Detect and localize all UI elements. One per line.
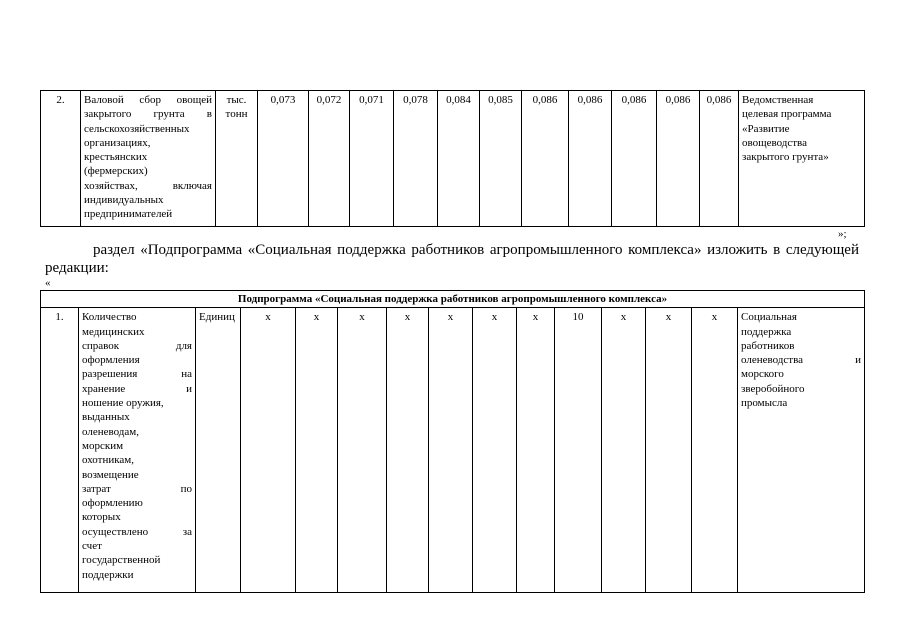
value-cell: 0,072 (309, 91, 350, 227)
value-cell: х (387, 308, 429, 593)
value-cell: 0,078 (394, 91, 438, 227)
value-cell: 0,086 (569, 91, 612, 227)
value-cell: х (517, 308, 555, 593)
row-number: 2. (41, 91, 81, 227)
value-cell: х (338, 308, 387, 593)
value-cell: х (429, 308, 473, 593)
value-cell: 0,086 (700, 91, 739, 227)
subprogram-title: Подпрограмма «Социальная поддержка работников агропромышленного комплекса» (41, 291, 865, 308)
table-row (41, 91, 865, 227)
unit-cell: Единиц (196, 308, 241, 593)
value-cell: х (602, 308, 646, 593)
table-row (41, 308, 865, 593)
value-cell: х (296, 308, 338, 593)
program-name: Ведомственная целевая программа «Развитие овощеводства закрытого грунта» (739, 91, 865, 227)
value-cell: 10 (555, 308, 602, 593)
value-cell: 0,086 (612, 91, 657, 227)
row-number: 1. (41, 308, 79, 593)
value-cell: х (692, 308, 738, 593)
indicator-name: Количество медицинских справок для оформления разрешения на хранение и ношение оружия, выданных оленеводам, морским охотникам, возмещение затрат по оформлению которых осуществлено за счет государственной поддержки (79, 308, 196, 593)
closing-quote: »; (838, 228, 847, 240)
amendment-paragraph: раздел «Подпрограмма «Социальная поддержка работников агропромышленного комплекса» изложить в следующей редакции: (45, 242, 859, 276)
subprogram-title-row (41, 291, 865, 308)
value-cell: х (473, 308, 517, 593)
indicators-table-top (40, 90, 865, 227)
value-cell: 0,086 (522, 91, 569, 227)
value-cell: х (241, 308, 296, 593)
value-cell: 0,084 (438, 91, 480, 227)
program-name: Социальная поддержка работников оленеводства и морского зверобойного промысла (738, 308, 865, 593)
value-cell: 0,073 (258, 91, 309, 227)
value-cell: 0,085 (480, 91, 522, 227)
indicator-name: Валовой сбор овощей закрытого грунта в сельскохозяйственных организациях, крестьянских (фермерских) хозяйствах, включая индивидуальных предпринимателей (81, 91, 216, 227)
indicators-table-subprogram (40, 290, 865, 593)
value-cell: 0,086 (657, 91, 700, 227)
value-cell: 0,071 (350, 91, 394, 227)
unit-cell: тыс. тонн (216, 91, 258, 227)
opening-quote: « (45, 277, 51, 289)
value-cell: х (646, 308, 692, 593)
